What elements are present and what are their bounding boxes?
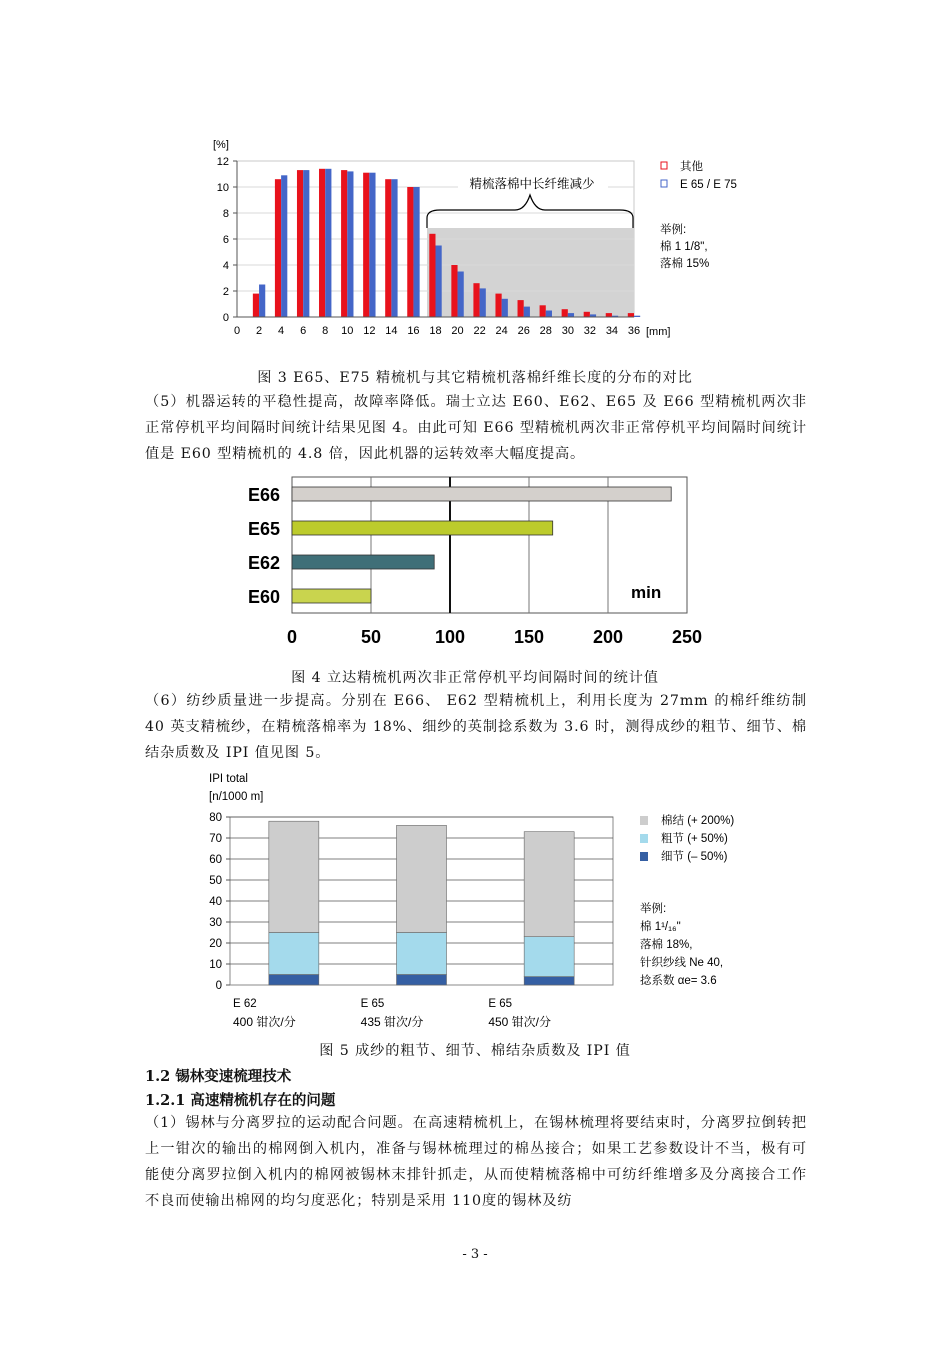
fig4-bar-e62 [292,555,434,569]
fig5-ylabel-2: [n/1000 m] [209,791,264,803]
fig5-note-2: 棉 1¹/₁₆" [640,921,681,933]
fig5-caption: 图 5 成纱的粗节、细节、棉结杂质数及 IPI 值 [319,1043,631,1059]
fig5-bar-thin [397,975,447,986]
fig5-category-machine: E 62 [233,998,257,1010]
fig4-bar-e65 [292,521,553,535]
fig5-category-speed: 435 钳次/分 [360,1015,424,1029]
fig3-note-1: 举例: [660,224,687,236]
fig3-bar-e65 [634,316,640,317]
fig3-ytick-label: 10 [216,182,229,194]
fig5-note-1: 举例: [640,903,667,915]
fig3-chart [200,133,760,343]
fig4-unit: min [631,583,662,602]
fig5-note-5: 捻系数 αe= 3.6 [640,975,717,987]
fig4-bar-e60 [292,589,371,603]
fig4-category-label: E62 [247,553,280,573]
fig3-xtick-label: 28 [539,325,552,337]
fig4-category-label: E60 [247,587,280,607]
fig3-xtick-label: 14 [385,325,398,337]
fig3-caption: 图 3 E65、E75 精梳机与其它精梳机落棉纤维长度的分布的对比 [257,370,693,386]
fig3-xtick-label: 0 [233,325,241,337]
fig3-xtick-label: 8 [322,325,329,337]
fig5-ytick-label: 10 [209,959,222,971]
fig5-ylabel-1: IPI total [209,773,248,785]
fig3-xtick-label: 34 [605,325,619,337]
fig3-bar-e65 [259,285,265,318]
fig5-bar-thick [397,933,447,975]
fig5-bar-nep [524,832,574,937]
fig3-xtick-label: 30 [561,325,574,337]
fig5-bar-thick [524,937,574,977]
fig4-xtick-label: 200 [592,627,624,647]
fig3-bar-e65 [413,187,419,317]
fig3-bar-other [385,179,391,317]
heading-1-2: 1.2 锡林变速梳理技术 [145,1068,292,1085]
fig3-xtick-label: 16 [407,325,420,337]
fig3-xtick-label: 18 [429,325,442,337]
fig4-category-label: E65 [247,519,280,539]
fig3-xtick-label: 2 [255,325,263,337]
fig3-ytick-label: 2 [222,286,229,298]
fig4-chart [235,475,715,655]
fig3-bar-other [297,170,303,317]
fig5-legend-thin: 细节 (– 50%) [661,851,728,863]
fig3-xtick-label: 26 [517,325,530,337]
fig3-ytick-label: 0 [222,312,229,324]
fig3-bar-e65 [436,246,442,318]
fig4-xtick-label: 50 [360,627,382,647]
fig3-bar-other [451,265,457,317]
fig3-xtick-label: 12 [363,325,376,337]
fig5-ytick-label: 40 [209,896,222,908]
fig5-ytick-label: 80 [209,812,222,824]
fig4-xtick-label: 250 [671,627,703,647]
fig3-bar-e65 [524,307,530,317]
fig3-bar-e65 [502,299,508,317]
fig5-ytick-label: 70 [209,833,222,845]
fig3-xtick-label: 36 [627,325,641,337]
fig3-note-2: 棉 1 1/8", [660,241,708,253]
fig4-bar-e66 [292,487,671,501]
fig5-legend-swatch-nep [640,816,648,825]
fig3-bar-e65 [391,179,397,317]
fig5-legend-swatch-thick [640,834,648,843]
fig3-xtick-label: 4 [278,325,285,337]
fig3-bar-e65 [546,311,552,318]
fig3-xtick-label: 20 [451,325,464,337]
fig3-bar-other [562,309,568,317]
fig3-ytick-label: 12 [216,156,229,168]
fig3-bar-other [628,313,634,317]
fig3-bar-other [584,312,590,317]
fig3-ylabel: [%] [213,139,229,151]
fig5-ytick-label: 0 [215,980,222,992]
fig4-xtick-label: 0 [286,627,298,647]
fig3-xtick-label: 6 [300,325,307,337]
fig3-bar-other [341,170,347,317]
fig3-bar-e65 [480,288,486,317]
fig5-bar-thin [269,975,319,986]
fig3-bar-other [407,187,413,317]
fig3-bar-other [275,179,281,317]
fig3-bar-other [363,173,369,317]
fig3-bar-e65 [568,313,574,317]
fig3-legend-other: 其他 [680,161,703,173]
fig3-bar-e65 [369,173,375,317]
page-number: - 3 - [462,1247,488,1262]
fig5-ytick-label: 60 [209,854,222,866]
paragraph-5: （5）机器运转的平稳性提高，故障率降低。瑞士立达 E60、E62、E65 及 E66 型精梳机两次非正常停机平均间隔时间统计结果见图 4。由此可知 E66 型精梳机两次非正常停机平均间隔时间统计值是 E60 型精梳机的 4.8 倍，因此机器的运转效率大幅度提高。 [145,394,807,462]
fig3-legend-swatch-e65 [661,180,667,187]
fig5-bar-thick [269,933,319,975]
fig5-bar-nep [269,821,319,932]
fig4-xtick-label: 150 [513,627,545,647]
fig3-bar-other [429,234,435,317]
fig3-xtick-label: 24 [495,325,508,337]
paragraph-6: （6）纺纱质量进一步提高。分别在 E66、 E62 型精梳机上，利用长度为 27mm 的棉纤维纺制 40 英支精梳纱，在精梳落棉率为 18%、细纱的英制捻系数为 3.6 时，测得成纱的粗节、细节、棉结杂质数及 IPI 值见图 5。 [145,693,807,761]
fig5-ytick-label: 30 [209,917,222,929]
heading-1-2-1: 1.2.1 高速精梳机存在的问题 [145,1092,336,1109]
fig3-bar-other [518,300,524,317]
fig3-ytick-label: 4 [222,260,229,272]
fig5-category-speed: 400 钳次/分 [233,1015,296,1029]
fig3-bar-other [495,294,501,317]
fig3-bar-e65 [325,169,331,317]
fig3-note-3: 落棉 15% [660,258,710,270]
fig3-xtick-label: 32 [583,325,597,337]
fig5-category-machine: E 65 [488,998,513,1010]
fig3-bar-other [473,283,479,317]
fig3-xlabel: [mm] [646,326,671,338]
fig3-bar-other [540,305,546,317]
fig5-note-3: 落棉 18%, [640,939,693,951]
paragraph-7: （1）锡林与分离罗拉的运动配合问题。在高速精梳机上，在锡林梳理将要结束时，分离罗拉倒转把上一钳次的输出的棉网倒入机内，准备与锡林梳理过的棉丛接合；如果工艺参数设计不当，极有可能使分离罗拉倒入机内的棉网被锡林末排针抓走，从而使精梳落棉中可纺纤维增多及分离接合工作不良而使输出棉网的均匀度恶化；特别是采用 110度的锡林及纺 [145,1115,807,1209]
fig5-bar-nep [397,825,447,932]
fig5-legend-swatch-thin [640,852,648,861]
fig3-bar-e65 [281,175,287,317]
fig5-chart [195,768,755,1036]
fig3-bar-e65 [303,170,309,317]
fig5-ytick-label: 50 [209,875,222,887]
fig3-legend-e65: E 65 / E 75 [680,179,737,191]
fig5-legend-nep: 棉结 (+ 200%) [661,815,735,827]
fig4-caption: 图 4 立达精梳机两次非正常停机平均间隔时间的统计值 [291,670,659,686]
fig3-xtick-label: 22 [473,325,486,337]
fig3-xtick-label: 10 [341,325,354,337]
fig5-note-4: 针织纱线 Ne 40, [640,957,724,969]
fig4-category-label: E66 [247,485,280,505]
fig3-bar-other [606,313,612,317]
fig5-legend-thick: 粗节 (+ 50%) [661,833,728,845]
fig5-bar-thin [524,977,574,985]
fig5-category-speed: 450 钳次/分 [488,1015,552,1029]
fig3-ytick-label: 8 [222,208,229,220]
fig3-ytick-label: 6 [222,234,229,246]
fig3-legend-swatch-other [661,162,667,169]
fig5-category-machine: E 65 [360,998,385,1010]
fig3-bar-e65 [347,171,353,317]
fig4-xtick-label: 100 [434,627,466,647]
fig5-ytick-label: 20 [209,938,222,950]
fig3-bar-other [253,294,259,317]
fig3-annotation: 精梳落棉中长纤维减少 [469,177,595,191]
fig3-bar-other [319,169,325,317]
fig3-bar-e65 [458,272,464,318]
